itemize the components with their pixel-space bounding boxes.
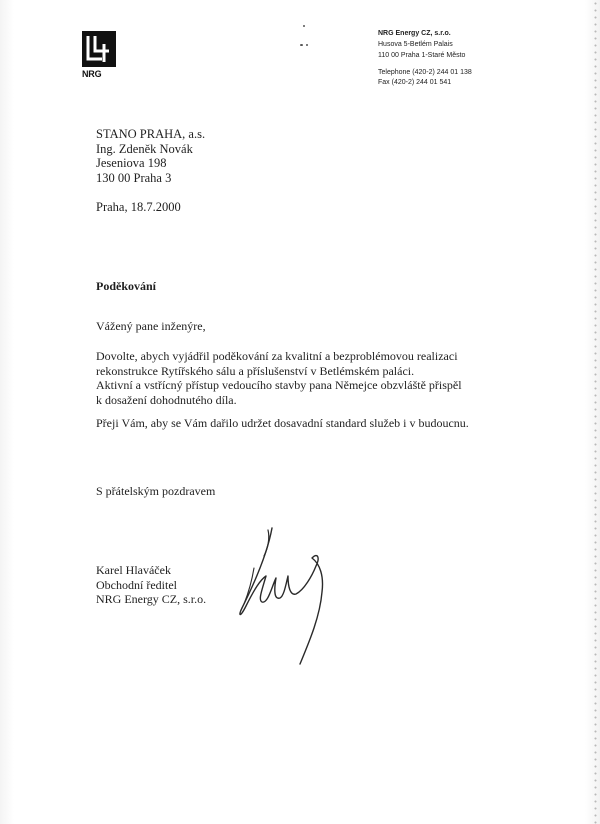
body-line: rekonstrukce Rytířského sálu a příslušenství v Betlémském paláci. <box>96 363 415 378</box>
recipient-street: Jeseniova 198 <box>96 156 167 170</box>
company-telephone: Telephone (420-2) 244 01 138 <box>378 69 472 76</box>
company-fax: Fax (420-2) 244 01 541 <box>378 79 452 86</box>
letter-wish: Přeji Vám, aby se Vám dařilo udržet dosavadní standard služeb i v budoucnu. <box>96 416 469 430</box>
signatory-company: NRG Energy CZ, s.r.o. <box>96 592 207 606</box>
recipient-city: 130 00 Praha 3 <box>96 170 172 185</box>
company-street: Husova 5-Betlém Palais <box>378 41 453 48</box>
signatory-block <box>96 563 206 607</box>
scan-edge-perforation <box>594 0 597 824</box>
recipient-person: Ing. Zdeněk Novák <box>96 141 193 156</box>
company-name: NRG Energy CZ, s.r.o. <box>378 30 451 37</box>
letter-salutation: Vážený pane inženýre, <box>96 319 206 333</box>
signatory-name: Karel Hlaváček <box>96 563 171 577</box>
recipient-address <box>96 127 205 185</box>
nrg-logo-icon <box>82 31 116 67</box>
logo-text: NRG <box>82 69 102 79</box>
letter-date: Praha, 18.7.2000 <box>96 200 181 214</box>
company-city: 110 00 Praha 1-Staré Město <box>378 52 466 59</box>
letter-body <box>96 349 556 407</box>
scan-speck <box>306 44 308 46</box>
company-address <box>378 28 465 61</box>
letter-closing: S přátelským pozdravem <box>96 484 216 498</box>
scan-speck <box>300 44 303 46</box>
scan-speck <box>303 25 305 27</box>
nrg-logo <box>82 31 116 81</box>
recipient-company: STANO PRAHA, a.s. <box>96 127 206 141</box>
body-line: Dovolte, abych vyjádřil poděkování za kvalitní a bezproblémovou realizaci <box>96 349 458 363</box>
body-line: k dosažení dohodnutého díla. <box>96 392 237 407</box>
letter-subject: Poděkování <box>96 279 157 293</box>
signatory-title: Obchodní ředitel <box>96 577 177 592</box>
handwritten-signature <box>228 520 328 670</box>
body-line: Aktivní a vstřícný přístup vedoucího stavby pana Němejce obzvláště přispěl <box>96 378 462 392</box>
company-contact <box>378 68 472 88</box>
